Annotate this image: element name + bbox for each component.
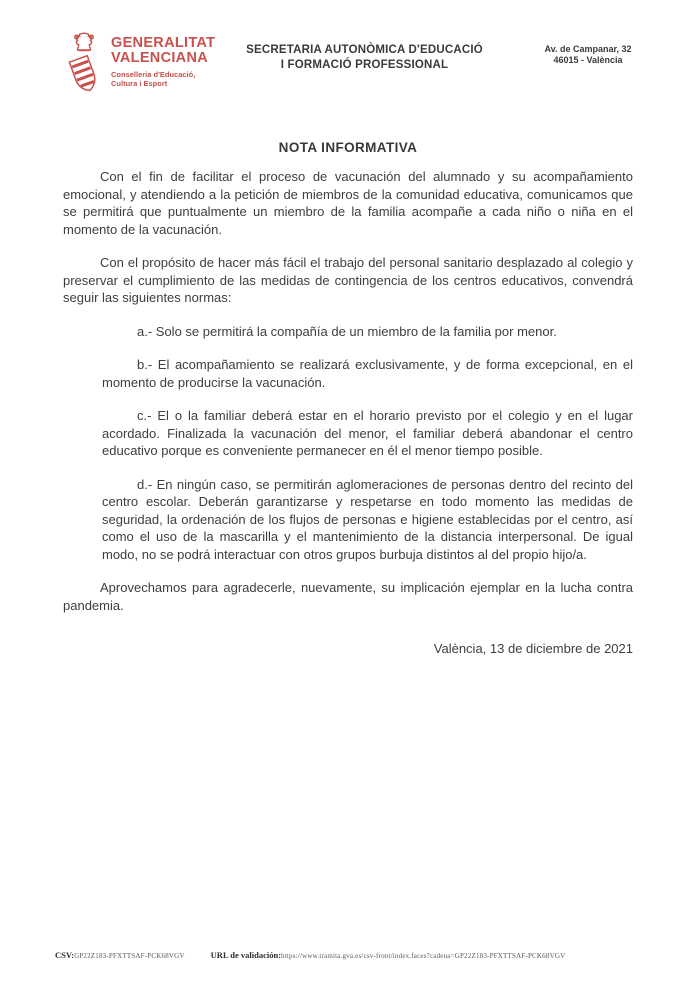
csv-code: GP22Z183-PFXTTSAF-PCK68VGV [74, 952, 185, 960]
address-line-1: Av. de Campanar, 32 [544, 44, 632, 54]
list-item-a: a.- Solo se permitirá la compañía de un miembro de la familia por menor. [137, 323, 557, 339]
validation-footer [55, 945, 666, 963]
list-item-b: b.- El acompañamiento se realizará exclusivamente, y de forma excepcional, en el momento de producirse la vacunación. [102, 357, 633, 390]
paragraph-intro: Con el fin de facilitar el proceso de vacunación del alumnado y su acompañamiento emocional, y atendiendo a la petición de miembros de la comunidad educativa, comunicamos que se permitirá que puntualmente un miembro de la familia acompañe a cada niño o niña en el momento de la vacunación. [63, 169, 633, 237]
brand-line-1: GENERALITAT [111, 35, 216, 51]
coat-of-arms-icon [63, 30, 105, 100]
place-and-date: València, 13 de diciembre de 2021 [433, 641, 633, 656]
list-item-d: d.- En ningún caso, se permitirán aglomeraciones de personas dentro del recinto del centro escolar. Deberán garantizarse y respetarse en todo momento las medidas de seguridad, la ordenación de los flujos de personas e higiene establecidas por el centro, así como el uso de la mascarilla y el mantenimiento de la distancia interpersonal. De igual modo, no se podrá interactuar con otros grupos burbuja distintos al del propio hijo/a. [102, 476, 633, 562]
document-title: NOTA INFORMATIVA [278, 140, 418, 155]
csv-label: CSV: [55, 950, 75, 960]
issuing-body-line-1: SECRETARIA AUTONÒMICA D'EDUCACIÓ [246, 44, 483, 56]
brand-name [111, 30, 215, 66]
brand-line-2: VALENCIANA [111, 50, 208, 66]
validation-url-label: URL de validación: [210, 950, 282, 960]
paragraph-norms-intro: Con el propósito de hacer más fácil el trabajo del personal sanitario desplazado al colegio y preservar el cumplimiento de las medidas de contingencia de los centros educativos, convendrá seguir las siguientes normas: [63, 255, 633, 305]
dept-line-2: Cultura i Esport [111, 79, 168, 88]
paragraph-closing: Aprovechamos para agradecerle, nuevamente, su implicación ejemplar en la lucha contra pandemia. [63, 580, 633, 613]
address-line-2: 46015 - València [553, 55, 623, 65]
logo-text [111, 30, 215, 88]
office-address [530, 44, 646, 66]
letterhead [63, 30, 656, 102]
list-item-c: c.- El o la familiar deberá estar en el horario previsto por el colegio y en el lugar acordado. Finalizada la vacunación del menor, el familiar deberá abandonar el centro educativo porque es conveniente permanecer en él el menor tiempo posible. [102, 408, 633, 458]
issuing-body [223, 43, 506, 73]
dept-line-1: Conselleria d'Educació, [111, 70, 196, 79]
department-name [111, 70, 215, 88]
issuing-body-line-2: I FORMACIÓ PROFESSIONAL [280, 59, 449, 71]
letter-body [63, 140, 633, 658]
generalitat-valenciana-logo [63, 30, 215, 100]
validation-url: https://www.tramita.gva.es/csv-front/index.faces?cadena=GP22Z183-PFXTTSAF-PCK68VGV [281, 952, 566, 960]
